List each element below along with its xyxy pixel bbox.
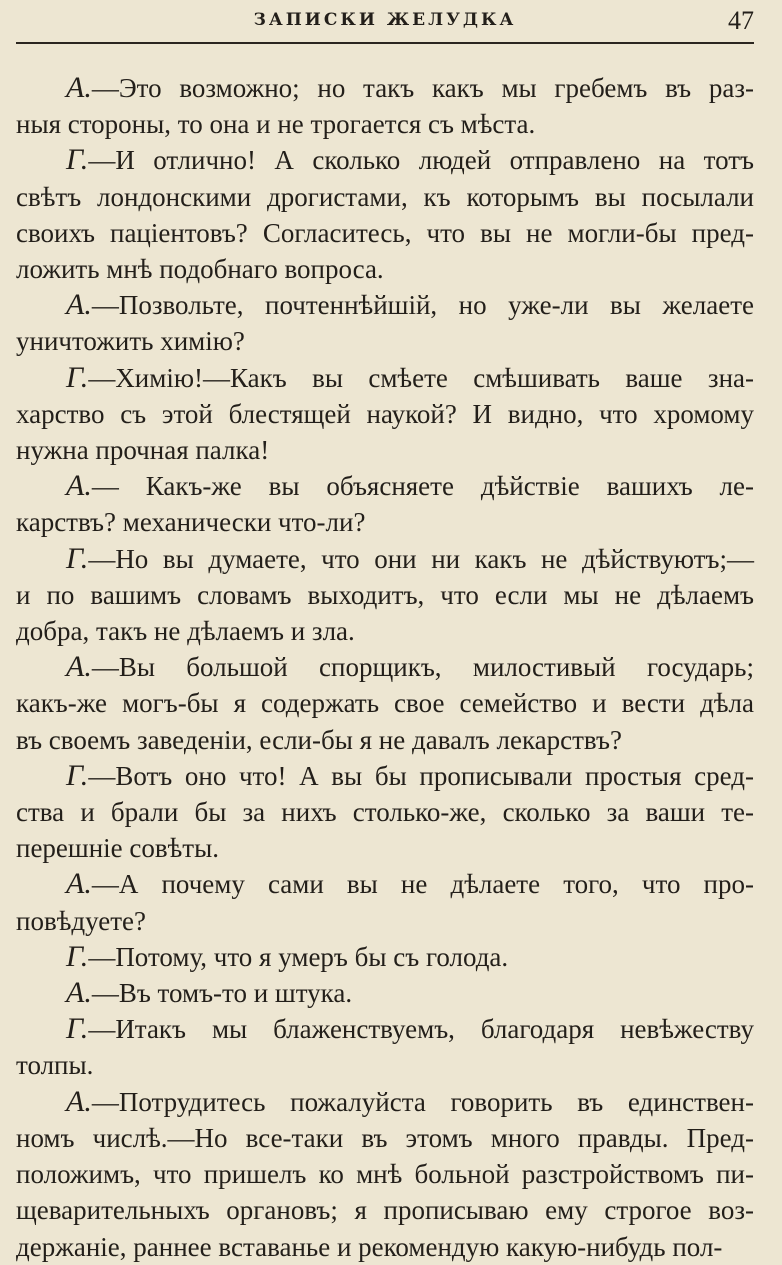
- line-text: —Вы большой спорщикъ, милостивый государь;: [91, 652, 754, 683]
- text-line: [16, 323, 754, 359]
- line-text: положимъ, что пришелъ ко мнѣ больной разстройствомъ пи-: [16, 1159, 754, 1190]
- line-text: карствъ? механически что-ли?: [16, 507, 366, 538]
- dialogue-paragraph: [16, 70, 754, 142]
- text-line: [16, 504, 754, 540]
- speaker-label: А.: [66, 71, 92, 104]
- text-line: [16, 1120, 754, 1156]
- line-text: свѣтъ лондонскими дрогистами, къ которымъ вы посылали: [16, 181, 754, 212]
- line-text: щеварительныхъ органовъ; я прописываю ему строгое воз-: [16, 1195, 754, 1226]
- dialogue-paragraph: [16, 939, 754, 975]
- text-line: [16, 794, 754, 830]
- header-rule: [16, 42, 754, 44]
- speaker-label: А.: [66, 1084, 92, 1118]
- dialogue-paragraph: [16, 287, 754, 359]
- text-line: [16, 685, 754, 721]
- text-line: [16, 1156, 754, 1192]
- line-text: въ своемъ заведеніи, если-бы я не давалъ лекарствъ?: [16, 724, 622, 755]
- line-text: толпы.: [16, 1050, 94, 1081]
- speaker-label: А.: [66, 650, 92, 684]
- page-header: [16, 0, 754, 44]
- text-line: [16, 1084, 754, 1120]
- line-text: добра, такъ не дѣлаемъ и зла.: [16, 616, 355, 647]
- line-text: — Какъ-же вы объясняете дѣйствіе вашихъ ле-: [91, 471, 754, 502]
- dialogue-paragraph: [16, 866, 754, 938]
- text-line: [16, 577, 754, 613]
- text-line: [16, 903, 754, 939]
- text-line: [16, 866, 754, 902]
- line-text: держаніе, раннее вставанье и рекомендую какую-нибудь пол-: [16, 1231, 723, 1262]
- line-text: перешніе совѣты.: [16, 833, 219, 864]
- text-line: [16, 758, 754, 794]
- text-line: [16, 722, 754, 758]
- dialogue-paragraph: [16, 142, 754, 287]
- text-line: [16, 106, 754, 142]
- line-text: харство съ этой блестящей наукой? И видно, что хромому: [16, 398, 754, 429]
- text-line: [16, 287, 754, 323]
- line-text: ныя стороны, то она и не трогается съ мѣста.: [16, 109, 536, 140]
- line-text: —Потому, что я умеръ бы съ голода.: [88, 941, 509, 972]
- text-line: [16, 1011, 754, 1047]
- speaker-label: Г.: [66, 360, 89, 394]
- page-number: 47: [728, 6, 754, 35]
- line-text: и по вашимъ словамъ выходитъ, что если мы не дѣлаемъ: [16, 579, 754, 610]
- text-line: [16, 396, 754, 432]
- text-line: [16, 649, 754, 685]
- speaker-label: Г.: [66, 1012, 89, 1046]
- dialogue-paragraph: [16, 1084, 754, 1265]
- line-text: какъ-же могъ-бы я содержать свое семейство и вести дѣла: [16, 688, 754, 719]
- text-line: [16, 70, 754, 106]
- line-text: —И отлично! А сколько людей отправлено на тотъ: [88, 145, 754, 176]
- dialogue-paragraph: [16, 468, 754, 540]
- line-text: нужна прочная палка!: [16, 435, 270, 466]
- running-title: ЗАПИСКИ ЖЕЛУДКА: [253, 10, 517, 30]
- line-text: —Въ томъ-то и штука.: [91, 978, 353, 1009]
- text-line: [16, 432, 754, 468]
- dialogue-paragraph: [16, 1011, 754, 1083]
- line-text: —Позвольте, почтеннѣйшій, но уже-ли вы желаете: [91, 290, 754, 321]
- line-text: —Итакъ мы блаженствуемъ, благодаря невѣжеству: [88, 1014, 754, 1045]
- speaker-label: Г.: [66, 143, 89, 177]
- line-text: —Но вы думаете, что они ни какъ не дѣйствуютъ;—: [88, 543, 754, 574]
- line-text: уничтожить химію?: [16, 326, 245, 357]
- line-text: —Вотъ оно что! А вы бы прописывали простыя сред-: [88, 760, 754, 791]
- speaker-label: А.: [66, 469, 92, 503]
- text-line: [16, 1229, 754, 1265]
- text-line: [16, 1047, 754, 1083]
- dialogue-paragraph: [16, 360, 754, 469]
- text-line: [16, 468, 754, 504]
- line-text: номъ числѣ.—Но все-таки въ этомъ много правды. Пред-: [16, 1122, 754, 1153]
- text-line: [16, 142, 754, 178]
- text-line: [16, 251, 754, 287]
- text-line: [16, 975, 754, 1011]
- line-text: ложить мнѣ подобнаго вопроса.: [16, 254, 384, 285]
- text-line: [16, 360, 754, 396]
- line-text: —Химію!—Какъ вы смѣете смѣшивать ваше зна-: [88, 362, 754, 393]
- text-line: [16, 179, 754, 215]
- line-text: —Это возможно; но такъ какъ мы гребемъ въ раз-: [91, 73, 754, 103]
- line-text: повѣдуете?: [16, 905, 146, 936]
- line-text: ства и брали бы за нихъ столько-же, сколько за ваши те-: [16, 797, 754, 828]
- speaker-label: Г.: [66, 939, 89, 973]
- dialogue-paragraph: [16, 649, 754, 758]
- line-text: —Потрудитесь пожалуйста говорить въ единствен-: [91, 1086, 754, 1117]
- line-text: —А почему сами вы не дѣлаете того, что про-: [91, 869, 754, 900]
- dialogue-paragraph: [16, 758, 754, 867]
- speaker-label: А.: [66, 867, 92, 901]
- text-line: [16, 939, 754, 975]
- dialogue-paragraph: [16, 975, 754, 1011]
- speaker-label: Г.: [66, 758, 89, 792]
- dialogue-text: [16, 70, 754, 1265]
- text-line: [16, 613, 754, 649]
- speaker-label: Г.: [66, 541, 89, 575]
- speaker-label: А.: [66, 976, 92, 1010]
- text-line: [16, 1192, 754, 1228]
- text-line: [16, 541, 754, 577]
- text-line: [16, 215, 754, 251]
- dialogue-paragraph: [16, 541, 754, 650]
- speaker-label: А.: [66, 288, 92, 322]
- line-text: своихъ паціентовъ? Согласитесь, что вы не могли-бы пред-: [16, 217, 754, 248]
- text-line: [16, 830, 754, 866]
